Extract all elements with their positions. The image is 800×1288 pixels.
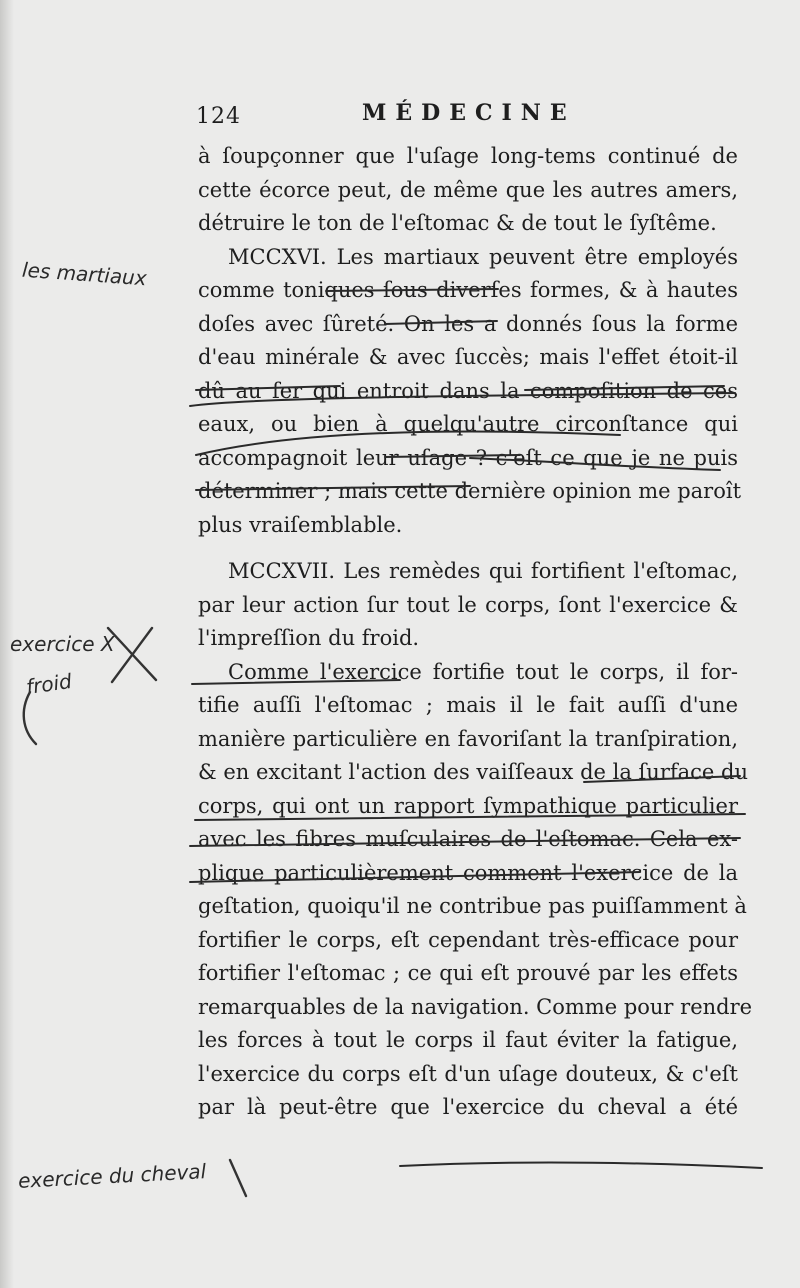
text-line: manière particulière en favoriſant la tranſpiration, <box>198 726 738 751</box>
text-line: avec les fibres muſculaires de l'eſtomac. Cela ex- <box>198 827 738 851</box>
text-line: l'impreſſion du froid. <box>198 626 420 650</box>
text-line: Comme l'exercice fortifie tout le corps, il for- <box>228 659 738 684</box>
text-line: fortifier l'eſtomac ; ce qui eſt prouvé par les effets <box>198 961 738 985</box>
text-line: accompagnoit leur uſage ? c'eſt ce que je ne puis <box>198 445 738 470</box>
text-line: déterminer ; mais cette dernière opinion me paroît <box>198 479 742 503</box>
text-line: l'exercice du corps eſt d'un uſage douteux, & c'eſt <box>198 1061 738 1086</box>
text-line: comme toniques ſous diverſes formes, & à hautes <box>198 278 738 302</box>
paragraph-mccxvii-heading: MCCXVII. Les remèdes qui fortifient l'eſtomac, <box>228 559 738 583</box>
text-line: plique particulièrement comment l'exercice de la <box>198 860 738 885</box>
text-line: fortifier le corps, eſt cependant très-efficace pour <box>198 927 738 952</box>
text-line: corps, qui ont un rapport ſympathique particulier <box>198 793 738 818</box>
margin-note-cheval: exercice du cheval <box>17 1159 207 1193</box>
text-line: détruire le ton de l'eſtomac & de tout le ſyſtême. <box>198 211 717 235</box>
text-line: dû au fer qui entroit dans la compoſition de ces <box>198 378 738 403</box>
text-line: & en excitant l'action des vaiſſeaux de la ſurface du <box>198 760 748 784</box>
margin-note-froid: froid <box>24 668 74 700</box>
text-line: à ſoupçonner que l'uſage long-tems continué de <box>198 144 738 168</box>
text-line: par là peut-être que l'exercice du cheval a été <box>198 1095 738 1119</box>
page-number: 124 <box>196 104 241 129</box>
text-line: d'eau minérale & avec ſuccès; mais l'effet étoit-il <box>198 345 738 369</box>
running-head: MÉDECINE <box>362 100 576 126</box>
text-line: eaux, ou bien à quelqu'autre circonſtance qui <box>198 412 738 436</box>
text-line: les forces à tout le corps il faut éviter la fatigue, <box>198 1028 738 1052</box>
text-line: geſtation, quoiqu'il ne contribue pas puiſſamment à <box>198 894 747 918</box>
text-line: remarquables de la navigation. Comme pour rendre <box>198 994 753 1019</box>
text-line: par leur action ſur tout le corps, ſont l'exercice & <box>198 592 738 617</box>
margin-note-exercice: exercice X <box>10 632 115 656</box>
margin-note-martiaux: les martiaux <box>21 257 148 291</box>
text-line: tifie auſſi l'eſtomac ; mais il le fait auſſi d'une <box>198 693 738 717</box>
paragraph-mccxvi-heading: MCCXVI. Les martiaux peuvent être employés <box>228 244 738 269</box>
text-line: plus vraiſemblable. <box>198 512 403 537</box>
text-line: cette écorce peut, de même que les autres amers, <box>198 177 738 202</box>
text-line: doſes avec ſûreté. On les a donnés ſous la forme <box>198 311 738 336</box>
